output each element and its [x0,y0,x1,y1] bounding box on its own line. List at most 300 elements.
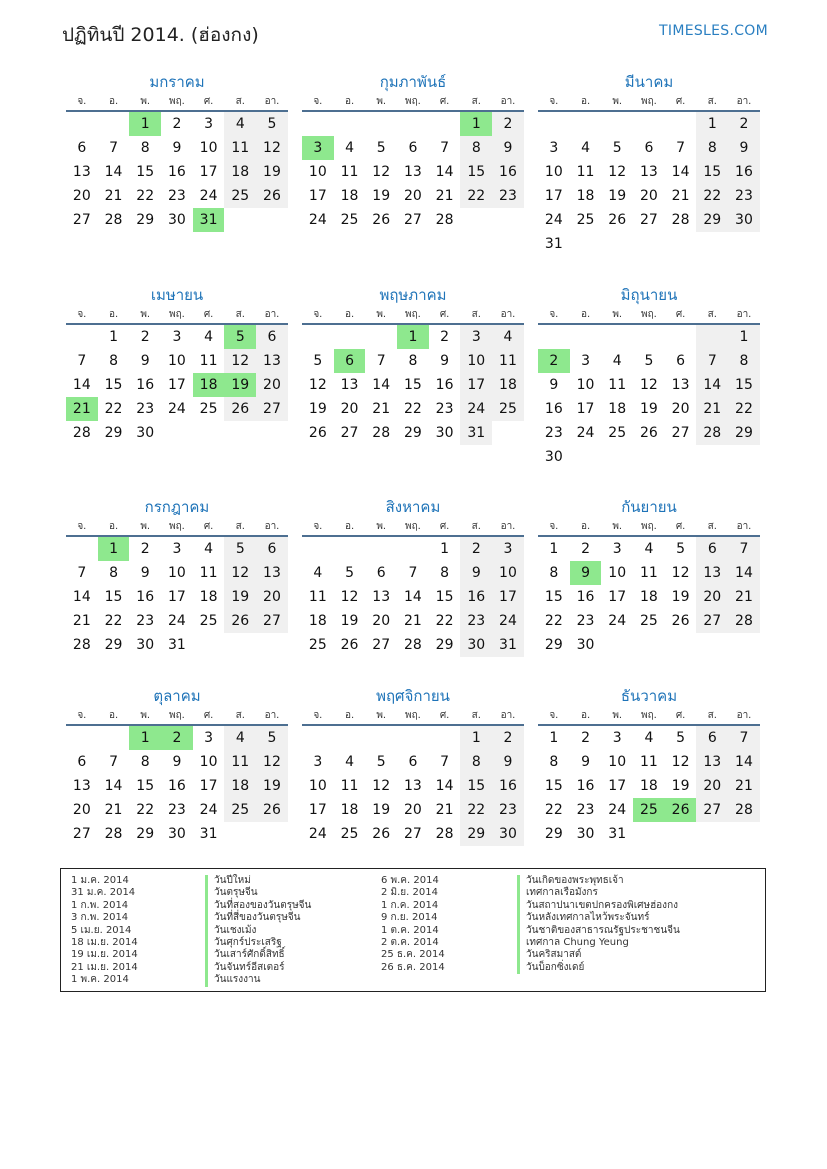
weekday-label: พฤ. [640,309,657,320]
day-cell: 4 [204,541,214,557]
day-cell: 17 [544,188,563,204]
month-calendar [538,684,760,846]
week-row [538,609,760,633]
day-cell: 27 [256,609,288,633]
empty-day-cell [633,445,665,469]
weekday-label: ส. [235,710,245,721]
weekday-label: อ. [108,96,119,107]
day-cell: 22 [403,401,422,417]
legend-holiday-name: เทศกาล Chung Yeung [517,937,680,949]
legend-holiday-name: เทศกาลเรือมังกร [517,887,680,899]
weekday-label: อา. [500,309,516,320]
day-cell: 10 [167,565,186,581]
holiday-day-cell: 2 [161,726,193,750]
day-cell: 28 [72,425,91,441]
empty-day-cell [601,112,633,136]
week-row [66,349,288,373]
day-cell: 19 [671,589,690,605]
weekday-label: จ. [77,309,87,320]
day-cell: 11 [340,164,359,180]
week-row [538,633,760,657]
day-cell: 3 [204,116,214,132]
holiday-day-cell: 1 [98,537,130,561]
day-cell: 3 [204,730,214,746]
day-cell: 19 [372,188,391,204]
day-cell: 30 [544,449,563,465]
empty-day-cell [633,232,665,256]
empty-day-cell [334,537,366,561]
weekday-label: อา. [736,96,752,107]
legend-date: 1 ต.ค. 2014 [381,924,439,936]
day-cell: 13 [72,164,91,180]
weekday-header [538,94,760,112]
day-cell: 20 [72,802,91,818]
weekday-label: ศ. [675,521,686,532]
day-cell: 22 [460,184,492,208]
day-cell: 20 [256,373,288,397]
day-cell: 12 [308,377,327,393]
day-cell: 9 [140,353,150,369]
day-cell: 17 [608,778,627,794]
page-title: ปฏิทินปี 2014. (ฮ่องกง) [62,24,259,46]
empty-day-cell [224,208,256,232]
legend-holiday-name: วันบ็อกซิ่งเดย์ [517,962,680,974]
day-cell: 2 [140,329,150,345]
week-row [538,445,760,469]
empty-day-cell [397,726,429,750]
holiday-day-cell: 1 [397,325,429,349]
week-row [66,136,288,160]
week-row [302,633,524,657]
day-cell: 13 [403,778,422,794]
day-cell: 19 [372,802,391,818]
day-cell: 31 [608,826,627,842]
day-cell: 10 [308,778,327,794]
day-cell: 19 [608,188,627,204]
legend-date: 19 เม.ย. 2014 [71,949,138,961]
day-cell: 22 [544,613,563,629]
month-name: เมษายน [150,286,204,304]
week-row [66,585,288,609]
day-cell: 8 [440,565,450,581]
day-cell: 12 [639,377,658,393]
day-cell: 18 [492,373,524,397]
holiday-day-cell: 18 [193,373,225,397]
day-cell: 6 [256,325,288,349]
weekday-label: อ. [580,309,591,320]
day-cell: 19 [308,401,327,417]
day-cell: 29 [460,822,492,846]
day-cell: 9 [172,140,182,156]
day-cell: 5 [376,754,386,770]
weekday-label: อา. [736,521,752,532]
month-calendar [302,495,524,657]
weekday-label: พฤ. [640,96,657,107]
weekday-label: พ. [612,96,623,107]
day-cell: 14 [671,164,690,180]
day-cell: 15 [136,778,155,794]
weekday-label: พฤ. [168,309,185,320]
empty-day-cell [224,633,256,657]
week-row [66,397,288,421]
day-cell: 3 [492,537,524,561]
day-cell: 29 [104,637,123,653]
month-name: กรกฎาคม [144,498,210,516]
week-row [302,397,524,421]
day-cell: 7 [109,140,118,156]
day-cell: 7 [440,754,450,770]
day-cell: 26 [340,637,359,653]
day-cell: 15 [104,589,123,605]
day-cell: 26 [639,425,658,441]
day-cell: 2 [581,541,590,557]
weekday-header [66,519,288,537]
day-cell: 17 [308,802,327,818]
week-row [66,373,288,397]
day-cell: 11 [576,164,595,180]
month-calendar [66,70,288,232]
day-cell: 16 [460,585,492,609]
day-cell: 14 [372,377,391,393]
month-name: สิงหาคม [385,498,441,516]
day-cell: 15 [460,160,492,184]
day-cell: 24 [576,425,595,441]
brand-link[interactable]: TIMESLES.COM [659,23,768,39]
day-cell: 26 [224,397,256,421]
empty-day-cell [665,325,697,349]
day-cell: 5 [224,537,256,561]
day-cell: 28 [403,637,422,653]
day-cell: 2 [440,329,450,345]
day-cell: 16 [544,401,563,417]
week-row [302,373,524,397]
weekday-label: พฤ. [168,710,185,721]
weekday-label: จ. [549,710,559,721]
day-cell: 4 [224,112,256,136]
legend-date: 1 ม.ค. 2014 [71,875,129,886]
day-cell: 23 [136,613,155,629]
day-cell: 20 [696,774,728,798]
day-cell: 15 [104,377,123,393]
empty-day-cell [66,112,98,136]
empty-day-cell [696,822,728,846]
day-cell: 24 [460,397,492,421]
month-name: กุมภาพันธ์ [379,73,447,91]
day-cell: 1 [549,541,559,557]
day-cell: 13 [639,164,658,180]
day-cell: 20 [696,585,728,609]
empty-day-cell [665,445,697,469]
empty-day-cell [728,633,760,657]
legend-date: 2 ต.ค. 2014 [381,936,439,948]
day-cell: 13 [671,377,690,393]
week-row [66,726,288,750]
day-cell: 18 [639,589,658,605]
day-cell: 12 [340,589,359,605]
empty-day-cell [365,112,397,136]
day-cell: 23 [492,798,524,822]
day-cell: 5 [676,730,686,746]
day-cell: 19 [224,585,256,609]
week-row [66,750,288,774]
day-cell: 25 [224,798,256,822]
weekday-label: อ. [580,521,591,532]
week-row [66,561,288,585]
weekday-label: พ. [376,96,387,107]
day-cell: 20 [340,401,359,417]
week-row [302,537,524,561]
empty-day-cell [334,112,366,136]
week-row [538,184,760,208]
day-cell: 7 [376,353,386,369]
week-row [302,774,524,798]
day-cell: 26 [671,613,690,629]
month-calendar [302,70,524,232]
day-cell: 6 [408,140,418,156]
day-cell: 14 [728,561,760,585]
legend-holiday-name: วันจันทร์อีสเตอร์ [205,962,311,974]
week-row [302,208,524,232]
weekday-label: ศ. [439,521,450,532]
empty-day-cell [397,537,429,561]
day-cell: 10 [492,561,524,585]
day-cell: 30 [576,826,595,842]
day-cell: 8 [460,136,492,160]
day-cell: 10 [167,353,186,369]
day-cell: 13 [696,750,728,774]
day-cell: 25 [340,826,359,842]
day-cell: 24 [608,613,627,629]
weekday-label: อา. [500,521,516,532]
empty-day-cell [161,421,193,445]
day-cell: 5 [612,140,622,156]
day-cell: 10 [608,565,627,581]
legend-date: 1 พ.ค. 2014 [71,974,129,986]
day-cell: 17 [460,373,492,397]
legend-date: 2 มิ.ย. 2014 [381,887,438,899]
day-cell: 27 [72,212,91,228]
day-cell: 3 [172,329,182,345]
day-cell: 27 [72,826,91,842]
weekday-label: พฤ. [168,521,185,532]
day-cell: 7 [728,537,760,561]
day-cell: 11 [199,353,218,369]
day-cell: 4 [204,329,214,345]
day-cell: 24 [492,609,524,633]
day-cell: 17 [492,585,524,609]
week-row [302,585,524,609]
day-cell: 29 [728,421,760,445]
weekday-label: ศ. [675,309,686,320]
week-row [538,373,760,397]
day-cell: 28 [728,609,760,633]
legend-holiday-name: วันที่สี่ของวันตรุษจีน [205,912,311,924]
weekday-label: พ. [140,309,151,320]
day-cell: 28 [671,212,690,228]
week-row [302,136,524,160]
week-row [538,822,760,846]
day-cell: 21 [104,188,123,204]
day-cell: 31 [167,637,186,653]
legend-date: 1 ก.พ. 2014 [71,899,129,911]
day-cell: 15 [136,164,155,180]
empty-day-cell [365,726,397,750]
day-cell: 30 [435,425,454,441]
day-cell: 16 [492,160,524,184]
empty-day-cell [601,445,633,469]
weekday-label: อ. [344,710,355,721]
empty-day-cell [492,421,524,445]
weekday-label: ศ. [439,96,450,107]
weekday-label: ศ. [203,521,214,532]
week-row [538,136,760,160]
month-calendar [538,495,760,657]
day-cell: 1 [696,112,728,136]
weekday-label: พ. [140,96,151,107]
weekday-label: ศ. [203,96,214,107]
day-cell: 4 [644,541,654,557]
day-cell: 29 [696,208,728,232]
day-cell: 23 [576,802,595,818]
legend-holiday-name: วันเกิดของพระพุทธเจ้า [517,875,680,887]
day-cell: 8 [109,565,118,581]
day-cell: 26 [256,184,288,208]
day-cell: 1 [549,730,559,746]
weekday-label: จ. [549,521,559,532]
day-cell: 10 [608,754,627,770]
weekday-label: พ. [376,309,387,320]
legend-date: 3 ก.พ. 2014 [71,912,129,924]
day-cell: 23 [136,401,155,417]
day-cell: 4 [345,754,354,770]
day-cell: 26 [608,212,627,228]
day-cell: 28 [435,212,454,228]
weekday-label: ศ. [203,309,214,320]
weekday-label: อา. [264,710,280,721]
weekday-label: ส. [471,309,481,320]
weekday-label: พ. [140,710,151,721]
day-cell: 31 [199,826,218,842]
day-cell: 25 [492,397,524,421]
day-cell: 11 [608,377,627,393]
month-name: มีนาคม [624,73,674,91]
day-cell: 15 [460,774,492,798]
day-cell: 11 [492,349,524,373]
holiday-day-cell: 5 [224,325,256,349]
day-cell: 8 [549,754,559,770]
day-cell: 25 [576,212,595,228]
empty-day-cell [633,112,665,136]
day-cell: 15 [728,373,760,397]
day-cell: 3 [549,140,559,156]
day-cell: 24 [199,802,218,818]
empty-day-cell [633,822,665,846]
day-cell: 21 [72,613,91,629]
weekday-label: จ. [313,96,323,107]
weekday-label: พ. [140,521,151,532]
weekday-header [302,519,524,537]
empty-day-cell [302,112,334,136]
week-row [538,112,760,136]
holiday-day-cell: 19 [224,373,256,397]
day-cell: 9 [728,136,760,160]
day-cell: 5 [256,726,288,750]
day-cell: 22 [435,613,454,629]
week-row [302,160,524,184]
day-cell: 2 [492,726,524,750]
day-cell: 7 [440,140,450,156]
day-cell: 19 [671,778,690,794]
legend-holiday-name: วันเสาร์ศักดิ์สิทธิ์ [205,949,311,961]
weekday-label: ส. [707,521,717,532]
weekday-label: ส. [707,710,717,721]
holiday-day-cell: 3 [302,136,334,160]
weekday-label: อา. [264,309,280,320]
legend-date: 1 ก.ค. 2014 [381,899,439,911]
day-cell: 3 [172,541,182,557]
day-cell: 9 [492,750,524,774]
legend-dates-2 [381,875,445,974]
day-cell: 19 [639,401,658,417]
day-cell: 4 [581,140,590,156]
empty-day-cell [334,325,366,349]
day-cell: 5 [345,565,354,581]
day-cell: 30 [728,208,760,232]
day-cell: 11 [340,778,359,794]
day-cell: 12 [671,565,690,581]
day-cell: 4 [492,325,524,349]
day-cell: 29 [136,826,155,842]
empty-day-cell [570,232,602,256]
day-cell: 11 [639,565,658,581]
day-cell: 5 [644,353,654,369]
empty-day-cell [728,822,760,846]
week-row [302,750,524,774]
week-row [66,798,288,822]
weekday-label: ศ. [439,309,450,320]
day-cell: 11 [224,750,256,774]
empty-day-cell [460,208,492,232]
day-cell: 21 [728,585,760,609]
day-cell: 7 [676,140,686,156]
empty-day-cell [601,232,633,256]
weekday-label: ส. [471,521,481,532]
day-cell: 12 [256,136,288,160]
day-cell: 6 [696,537,728,561]
week-row [66,822,288,846]
day-cell: 22 [728,397,760,421]
day-cell: 17 [608,589,627,605]
holiday-day-cell: 21 [66,397,98,421]
weekday-label: จ. [549,96,559,107]
legend-date: 9 ก.ย. 2014 [381,912,438,924]
month-calendar [66,283,288,445]
day-cell: 28 [104,826,123,842]
weekday-label: อา. [264,521,280,532]
weekday-label: พฤ. [404,309,421,320]
day-cell: 12 [671,754,690,770]
legend-holiday-name: วันหลังเทศกาลไหว้พระจันทร์ [517,912,680,924]
empty-day-cell [193,633,225,657]
day-cell: 29 [104,425,123,441]
day-cell: 13 [696,561,728,585]
day-cell: 27 [403,212,422,228]
day-cell: 8 [109,353,118,369]
day-cell: 5 [676,541,686,557]
legend-holiday-name: วันชาติของสาธารณรัฐประชาชนจีน [517,925,680,937]
weekday-label: พฤ. [640,521,657,532]
empty-day-cell [429,112,461,136]
